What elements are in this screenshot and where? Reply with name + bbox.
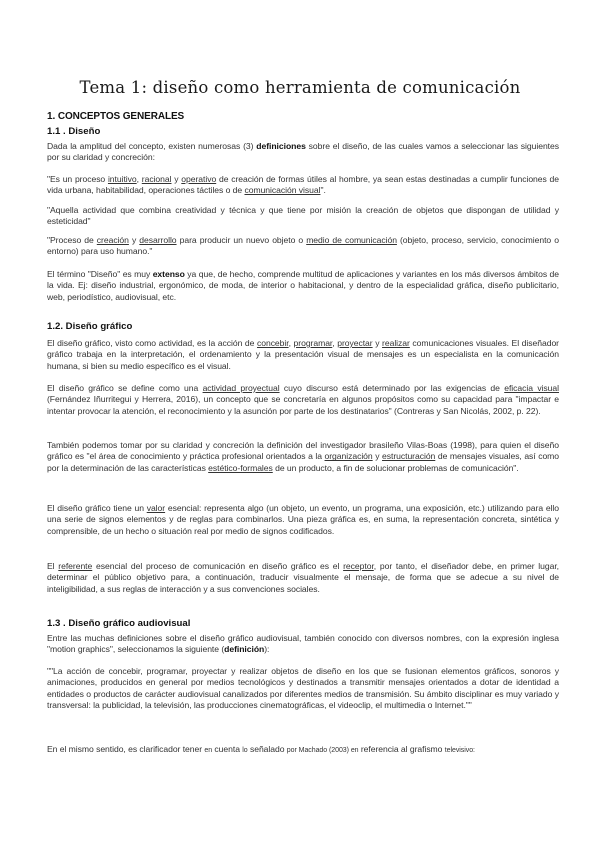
paragraph-diseno-grafico-1: El diseño gráfico, visto como actividad, es la acción de concebir, programar, proyectar y realizar comunicaciones visuales. El diseñador gráfico trabaja en la interpretación, el ordenamiento y la presentación visual de mensajes es un especialista en la comunicación humana, si bien su medio específico es el visual.: [47, 338, 559, 371]
paragraph-diseno-grafico-2: El diseño gráfico se define como una actividad proyectual cuyo discurso está determinado por las exigencias de eficacia visual (Fernández Iñurritegui y Herrera, 2016), un concepto que se concretaría en algunos propósitos como su capacidad para "impactar e intentar provocar la atención, el reconocimiento y la asunción por parte de los destinatarios" (Contreras y San Nicolás, 2002, p. 22).: [47, 383, 559, 416]
paragraph-diseno-grafico-5: El referente esencial del proceso de comunicación en diseño gráfico es el receptor, por tanto, el diseñador debe, en primer lugar, determinar el público objetivo para, a continuación, traducir visualmente el mensaje, de forma que se adecue a su nivel de inteligibilidad, a sus reglas de interacción y a sus convenciones sociales.: [47, 561, 559, 594]
paragraph-termino: El término "Diseño" es muy extenso ya que, de hecho, comprende multitud de aplicaciones y variantes en los más diversos ámbitos de la vida. Ej: diseño industrial, ergonómico, de moda, de interior o habitacional, y dentro de la especialidad gráfica, diseño publicitario, web, periodístico, audiovisual, etc.: [47, 269, 559, 302]
paragraph-audiovisual-1: Entre las muchas definiciones sobre el diseño gráfico audiovisual, también conocido con diversos nombres, con la expresión inglesa "motion graphics", seleccionamos la siguiente (definición):: [47, 633, 559, 655]
paragraph-diseno-grafico-3: También podemos tomar por su claridad y concreción la definición del investigador brasileño Vilas-Boas (1998), para quien el diseño gráfico es "el área de conocimiento y práctica profesional orientados a la organización y estructuración de mensajes visuales, así como por la determinación de las características estético-formales de un producto, a fin de solucionar problemas de comunicación".: [47, 440, 560, 473]
page-title: Tema 1: diseño como herramienta de comunicación: [79, 78, 521, 97]
paragraph-audiovisual-2: En el mismo sentido, es clarificador tener en cuenta lo señalado por Machado (2003) en referencia al grafismo televisivo:: [47, 744, 475, 754]
quote-definition-2: "Aquella actividad que combina creatividad y técnica y que tiene por misión la creación de objetos que dispongan de utilidad y esteticidad": [47, 205, 559, 227]
quote-definition-3: "Proceso de creación y desarrollo para producir un nuevo objeto o medio de comunicación (objeto, proceso, servicio, conocimiento o entorno) para uso humano.": [47, 235, 559, 257]
subheading-diseno: 1.1 . Diseño: [47, 126, 101, 137]
quote-definition-1: "Es un proceso intuitivo, racional y operativo de creación de formas útiles al hombre, ya sean estas destinadas a cumplir funciones de vida urbana, habitabilidad, operaciones táctiles o de comunicación visual".: [47, 174, 559, 196]
paragraph-intro: Dada la amplitud del concepto, existen numerosas (3) definiciones sobre el diseño, de las cuales vamos a seleccionar las siguientes por su claridad y concreción:: [47, 141, 559, 163]
quote-audiovisual-definition: ""La acción de concebir, programar, proyectar y realizar objetos de diseño en los que se fusionan elementos gráficos, sonoros y animaciones, producidos en general por medios tecnológicos y destinados a transmitir mensajes orientados a dotar de identidad a entidades o productos de carácter audiovisual canalizados por diferentes medios de transmisión. Su ámbito disciplinar es muy variado y transversal: la publicidad, la televisión, las producciones cinematográficas, el videoclip, el multimedia o Internet."": [47, 666, 559, 710]
subheading-diseno-grafico: 1.2. Diseño gráfico: [47, 321, 133, 332]
paragraph-diseno-grafico-4: El diseño gráfico tiene un valor esencial: representa algo (un objeto, un evento, un programa, una exposición, etc.) utilizando para ello una serie de signos elementos y de reglas para combinarlos. Una pieza gráfica es, en suma, la representación concreta, sintética y comprensible, de un hecho o situación real por medio de signos codificados.: [47, 503, 559, 536]
section-heading-conceptos: 1. CONCEPTOS GENERALES: [47, 111, 185, 122]
subheading-diseno-audiovisual: 1.3 . Diseño gráfico audiovisual: [47, 618, 191, 629]
